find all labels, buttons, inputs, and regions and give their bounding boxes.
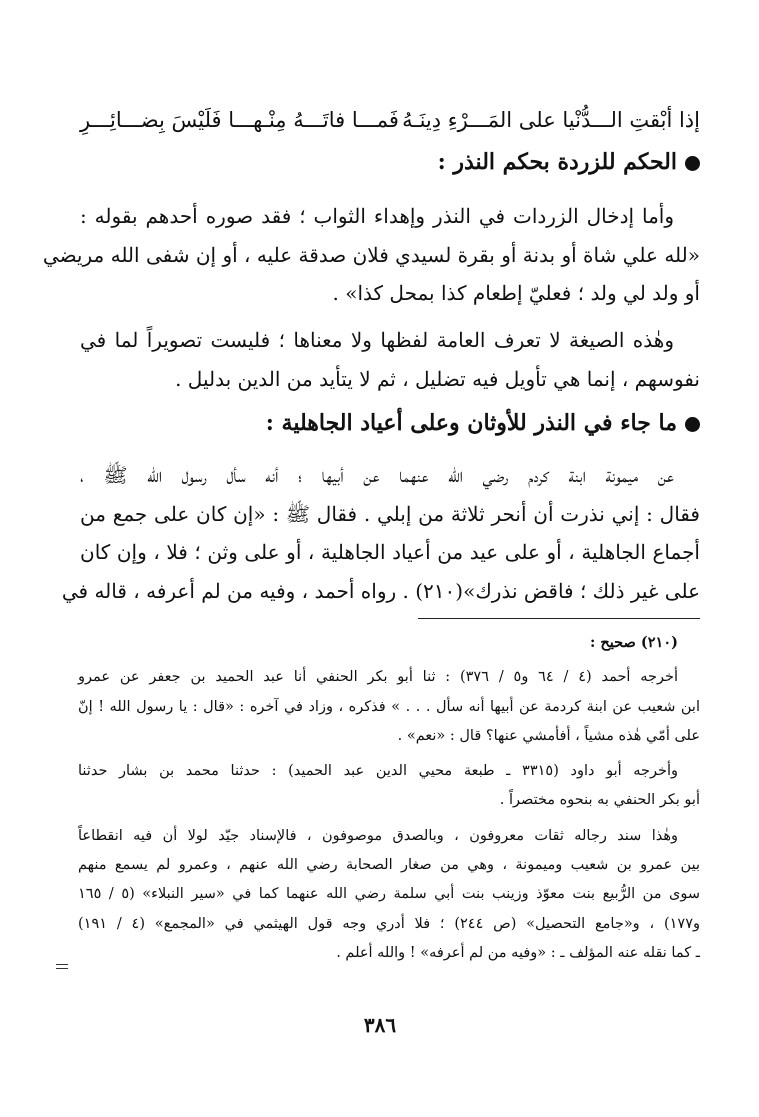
text-line: وهٰذه الصيغة لا تعرف العامة لفظها ولا معناها ؛ فليست تصويراً لما في [80, 328, 674, 352]
text-line: وأما إدخال الزردات في النذر وإهداء الثواب ؛ فقد صوره أحدهم بقوله : [80, 204, 674, 228]
footnote-line: و١٧٧) ، و«جامع التحصيل» (ص ٢٤٤) ؛ فلا أدري وجه قول الهيثمي في «المجمع» (٤ / ١٩١) [78, 915, 701, 932]
footnote-line: ـ كما نقله عنه المؤلف ـ : «وفيه من لم أعرفه» ! والله أعلم . [336, 944, 700, 961]
footnote-line: ابن شعيب عن ابنة كردمة عن أبيها أنه سأل . . . » فذكره ، وزاد في آخره : «قال : يا رسول الله ! إنّ [78, 698, 700, 715]
footnote-line: بين عمرو بن شعيب وميمونة ، وهي من صغار الصحابة رضي الله عنهم ، وعمرو لم يسمع منهم [78, 857, 700, 874]
footnote-line: أبو بكر الحنفي به بنحوه مختصراً . [499, 792, 700, 809]
poem-verse [80, 100, 700, 140]
text-line: عن ميمونة ابنة كردم رضي الله عنهما عن أبيها ؛ أنه سأل رسول الله ﷺ ، [80, 463, 674, 487]
paragraph-zarda-description [42, 197, 700, 313]
footnote-line: على أمّي هٰذه مشياً ، أفأمشي عنها؟ قال : «نعم» . [397, 727, 700, 744]
poem-hemistich-1: إذا أبْقتِ الـــدُّنْيا على المَـــرْءِ دِينَـهُ [402, 108, 700, 132]
footnote-line: وأخرجه أبو داود (٣٣١٥ ـ طبعة محيي الدين عبد الحميد) : حدثنا محمد بن بشار حدثنا [78, 763, 679, 780]
margin-mark [56, 964, 68, 972]
footnotes [78, 628, 700, 968]
poem-hemistich-2: فَمـــا فاتَـــهُ مِنْـهـــا فَلَيْسَ بِضـــائِـــرِ [80, 108, 399, 132]
text-line: «لله علي شاة أو بدنة أو بقرة لسيدي فلان صدقة عليه ، أو إن شفى الله مريضي [42, 242, 700, 267]
footnote-title: (٢١٠) صحيح : [590, 634, 678, 651]
section-heading-idols-vows [80, 403, 700, 443]
footnote-line: وهٰذا سند رجاله ثقات معروفون ، وبالصدق موصوفون ، فالإسناد جيّد لولا أن فيه انقطاعاً [78, 827, 678, 844]
text-line: فقال : إني نذرت أن أنحر ثلاثة من إبلي . فقال ﷺ : «إن كان على جمع من [80, 501, 700, 526]
paragraph-hadith-maymuna [61, 456, 700, 610]
text-line: أجماع الجاهلية ، أو على عيد من أعياد الجاهلية ، أو على وثن ؛ فلا ، وإن كان [80, 540, 700, 564]
footnote-separator [418, 618, 700, 619]
page-number: ٣٨٦ [363, 1013, 397, 1037]
text-line: على غير ذلك ؛ فاقض نذرك»(٢١٠) . رواه أحمد ، وفيه من لم أعرفه ، قاله في [61, 578, 700, 603]
section-heading-ruling [80, 142, 700, 182]
bullet-icon [685, 417, 700, 432]
paragraph-formula-note [80, 321, 700, 398]
footnote-line: أخرجه أحمد (٤ / ٦٤ و٥ / ٣٧٦) : ثنا أبو بكر الحنفي أنا عبد الحميد بن جعفر عن عمرو [78, 669, 678, 686]
heading-text: ما جاء في النذر للأوثان وعلى أعياد الجاهلية : [265, 410, 677, 436]
bullet-icon [685, 156, 700, 171]
text-line: أو ولد لي ولد ؛ فعليّ إطعام كذا بمحل كذا» . [332, 281, 700, 305]
footnote-line: سوى من الرُّبيع بنت معوّذ وزينب بنت أبي سلمة رضي الله عنهما كما في «سير النبلاء» (٥ / ١٦٥ [78, 886, 701, 903]
text-line: نفوسهم ، إنما هي تأويل فيه تضليل ، ثم لا يتأيد من الدين بدليل . [175, 366, 700, 391]
heading-text: الحكم للزردة بحكم النذر : [437, 149, 677, 175]
